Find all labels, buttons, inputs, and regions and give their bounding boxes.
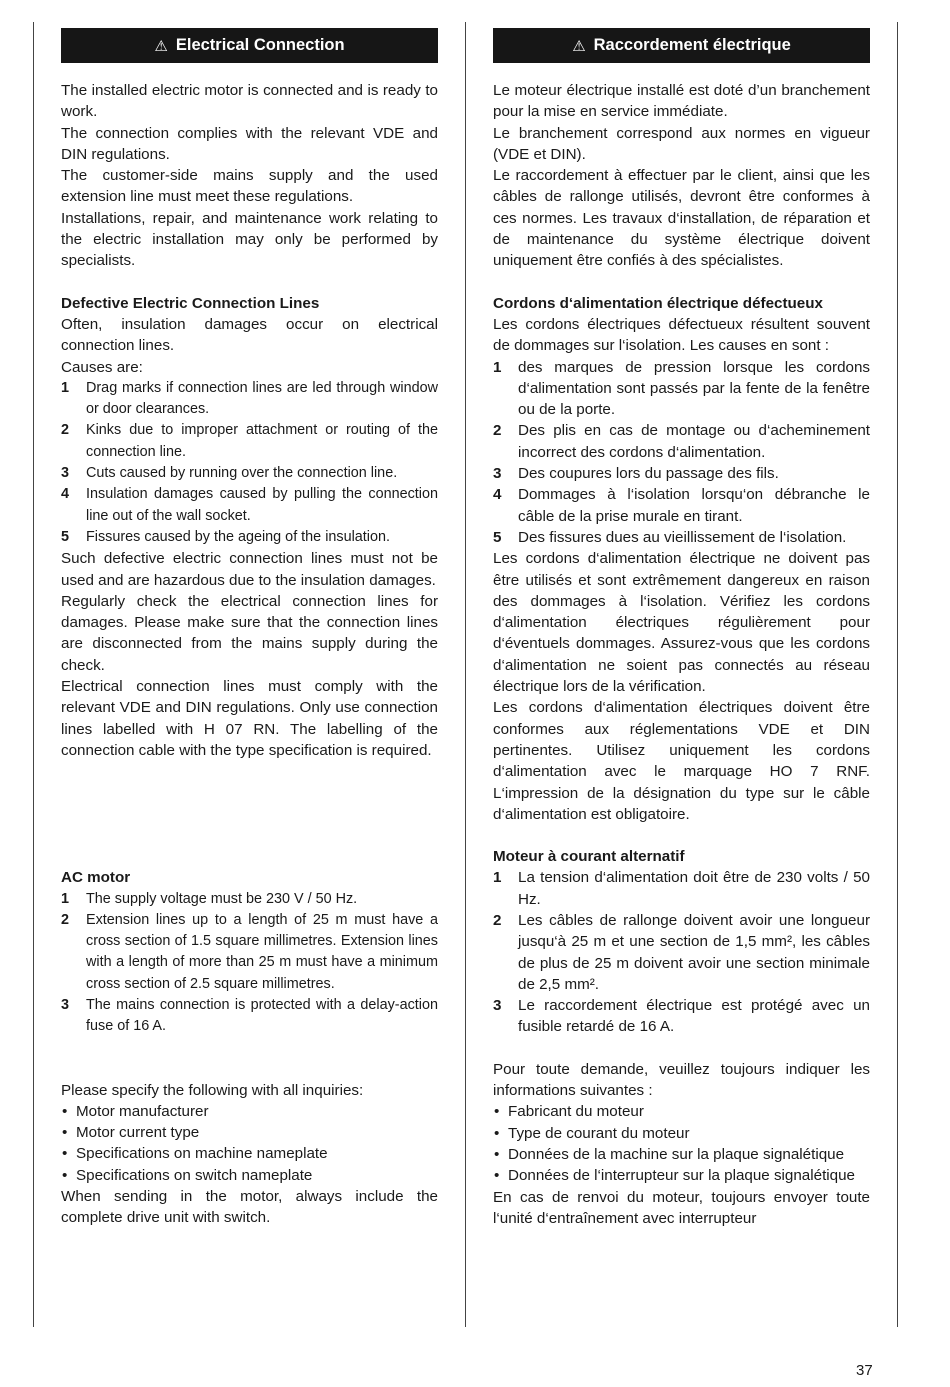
ac-motor-list: [61, 889, 438, 1038]
intro-paragraph: Installations, repair, and maintenance work relating to the electric installation may only be performed by specialists.: [61, 209, 438, 270]
defective-paragraph: Such defective electric connection lines must not be used and are hazardous due to the insulation damages.: [61, 550, 438, 589]
intro-paragraph: Le moteur électrique installé est doté d’un branchement pour la mise en service immédiate.: [493, 82, 870, 121]
inquiry-list: [493, 1101, 870, 1186]
section-title: Electrical Connection: [175, 36, 345, 54]
list-item: • Type de courant du moteur: [493, 1123, 870, 1144]
defective-paragraph: Regularly check the electrical connection lines for damages. Please make sure that the connection lines are disconnected from the mains supply during the check.: [61, 592, 438, 674]
warning-triangle-icon: ⚠: [572, 37, 586, 55]
inquiry-list: [61, 1101, 438, 1186]
warning-triangle-icon: ⚠: [154, 37, 168, 55]
list-item: 3 The mains connection is protected with a delay-action fuse of 16 A.: [61, 996, 438, 1035]
list-item: 2 Kinks due to improper attachment or routing of the connection line.: [61, 422, 438, 460]
causes-list: [61, 378, 438, 548]
causes-label: Causes are:: [61, 358, 143, 376]
list-item: 3 Des coupures lors du passage des fils.: [493, 465, 779, 483]
list-item: 1 The supply voltage must be 230 V / 50 Hz.: [61, 890, 358, 907]
ac-motor-list: [493, 867, 870, 1037]
list-item: 2 Des plis en cas de montage ou d‘acheminement incorrect des cordons d‘alimentation.: [493, 422, 870, 461]
list-item: 2 Extension lines up to a length of 25 m must have a cross section of 1.5 square millimetres. Extension lines with a length of more than 25 m must have a minimum cross section of 2.5 square millimetres.: [61, 911, 438, 992]
list-item: 3 Le raccordement électrique est protégé avec un fusible retardé de 16 A.: [493, 997, 870, 1036]
intro-paragraph: The installed electric motor is connected and is ready to work.: [61, 82, 438, 121]
section-header-electrical-connection: [61, 28, 438, 63]
intro-paragraph: The connection complies with the relevant VDE and DIN regulations.: [61, 124, 438, 163]
list-item: 4 Insulation damages caused by pulling the connection line out of the wall socket.: [61, 486, 438, 524]
subsection-title-defective-lines: Defective Electric Connection Lines: [61, 294, 320, 312]
list-item: • Specifications on switch nameplate: [61, 1165, 438, 1186]
causes-list: [493, 357, 870, 549]
intro-paragraph: Le branchement correspond aux normes en vigueur (VDE et DIN).: [493, 124, 870, 163]
list-item: 1 La tension d‘alimentation doit être de 230 volts / 50 Hz.: [493, 869, 870, 908]
inquiry-lead: Please specify the following with all inquiries:: [61, 1081, 364, 1099]
list-item: 3 Cuts caused by running over the connection line.: [61, 465, 398, 482]
french-column: [493, 28, 870, 1229]
center-column-rule: [465, 22, 466, 1327]
list-item: 4 Dommages à l‘isolation lorsqu‘on débranche le câble de la prise murale en tirant.: [493, 486, 870, 525]
list-item: • Fabricant du moteur: [493, 1101, 870, 1122]
subsection-title-ac-motor: AC motor: [61, 869, 131, 887]
defective-paragraph: Les cordons d‘alimentation électrique ne doivent pas être utilisés et sont extrêmement dangereux en raison des dommages à l‘isolation. Vérifiez les cordons d‘alimentation électriques régulièrement pour d‘éventuels dommages. Assurez-vous que les cordons d‘alimentation ne soient pas connectés au réseau électrique lors de la vérification.: [493, 550, 870, 696]
inquiry-closing: When sending in the motor, always include the complete drive unit with switch.: [61, 1188, 438, 1227]
right-margin-rule: [897, 22, 898, 1327]
list-item: • Motor current type: [61, 1122, 438, 1143]
section-title: Raccordement électrique: [593, 36, 791, 54]
list-item: • Données de l‘interrupteur sur la plaque signalétique: [493, 1165, 870, 1186]
list-item: • Specifications on machine nameplate: [61, 1143, 438, 1164]
defective-lead: Often, insulation damages occur on electrical connection lines.: [61, 315, 438, 355]
inquiry-lead: Pour toute demande, veuillez toujours indiquer les informations suivantes :: [493, 1060, 870, 1100]
intro-paragraph: Le raccordement à effectuer par le client, ainsi que les câbles de rallonge utilisés, devront être conformes à ces normes. Les travaux d‘installation, de réparation et de maintenance du système électrique doivent uniquement être confiés à des spécialistes.: [493, 167, 870, 270]
list-item: • Motor manufacturer: [61, 1101, 438, 1122]
english-column: [61, 28, 438, 1229]
defective-paragraph: Electrical connection lines must comply with the relevant VDE and DIN regulations. Only use connection lines labelled with H 07 RN. The labelling of the connection cable with the type specification is required.: [61, 678, 438, 759]
subsection-title-defective-lines: Cordons d‘alimentation électrique défectueux: [493, 294, 823, 312]
defective-lead: Les cordons électriques défectueux résultent souvent de dommages sur l‘isolation. Les causes en sont :: [493, 315, 870, 355]
list-item: 1 des marques de pression lorsque les cordons d‘alimentation sont passés par la fente de la fenêtre ou de la porte.: [493, 358, 870, 419]
page-number: 37: [856, 1362, 873, 1379]
list-item: • Données de la machine sur la plaque signalétique: [493, 1144, 870, 1165]
list-item: 5 Fissures caused by the ageing of the insulation.: [61, 528, 390, 545]
list-item: 1 Drag marks if connection lines are led through window or door clearances.: [61, 379, 438, 418]
inquiry-closing: En cas de renvoi du moteur, toujours envoyer toute l‘unité d‘entraînement avec interrupteur: [493, 1188, 870, 1227]
defective-paragraph: Les cordons d‘alimentation électriques doivent être conformes aux réglementations VDE et DIN pertinentes. Utilisez uniquement les cordons d‘alimentation avec le marquage HO 7 RNF. L‘impression de la désignation du type sur le câble d‘alimentation est obligatoire.: [493, 699, 870, 823]
list-item: 2 Les câbles de rallonge doivent avoir une longueur jusqu‘à 25 m et une section de 1,5 mm², les câbles de plus de 25 m doivent avoir une section minimale de 2,5 mm².: [493, 911, 870, 993]
left-margin-rule: [33, 22, 34, 1327]
section-header-raccordement-electrique: [493, 28, 870, 63]
list-item: 5 Des fissures dues au vieillissement de l‘isolation.: [493, 528, 847, 546]
intro-paragraph: The customer-side mains supply and the used extension line must meet these regulations.: [61, 167, 438, 206]
subsection-title-ac-motor: Moteur à courant alternatif: [493, 848, 685, 866]
